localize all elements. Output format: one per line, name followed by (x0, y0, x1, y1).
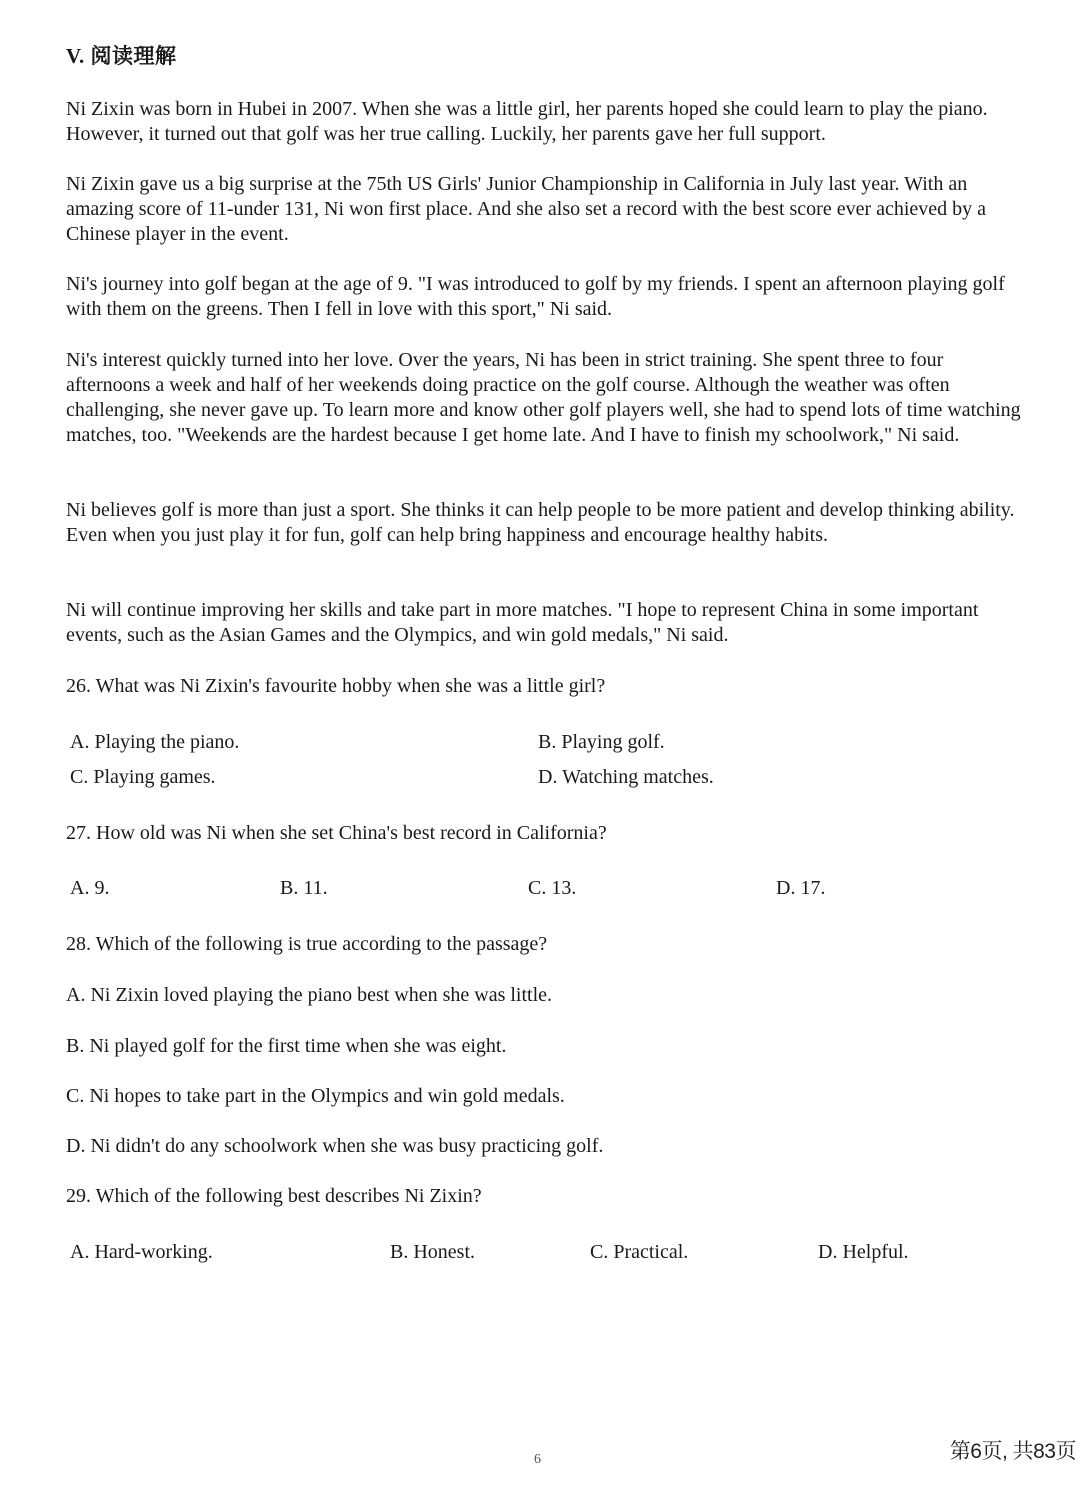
question-29-option-b: B. Honest. (390, 1241, 475, 1263)
question-26-option-c: C. Playing games. (70, 766, 216, 788)
question-27-option-c: C. 13. (528, 877, 577, 899)
question-29-stem: 29. Which of the following best describes Ni Zixin? (66, 1185, 482, 1207)
question-27-stem: 27. How old was Ni when she set China's best record in California? (66, 822, 607, 844)
passage-paragraph: Ni Zixin was born in Hubei in 2007. When she was a little girl, her parents hoped she could learn to play the piano. However, it turned out that golf was her true calling. Luckily, her parents gave her full support. (66, 98, 988, 145)
question-28-option-d: D. Ni didn't do any schoolwork when she was busy practicing golf. (66, 1135, 604, 1157)
question-27-option-b: B. 11. (280, 877, 328, 899)
question-29-option-d: D. Helpful. (818, 1241, 909, 1263)
question-28-stem: 28. Which of the following is true according to the passage? (66, 933, 548, 955)
question-28-option-a: A. Ni Zixin loved playing the piano best when she was little. (66, 984, 553, 1006)
passage-paragraph: Ni Zixin gave us a big surprise at the 75th US Girls' Junior Championship in California in July last year. With an amazing score of 11-under 131, Ni won first place. And she also set a record with the best score ever achieved by a Chinese player in the event. (66, 173, 987, 245)
question-26-option-d: D. Watching matches. (538, 766, 714, 788)
question-28-option-b: B. Ni played golf for the first time when she was eight. (66, 1035, 507, 1057)
page-indicator: 第6页, 共83页 (949, 1440, 1076, 1463)
question-29-option-c: C. Practical. (590, 1241, 689, 1263)
passage-paragraph: Ni's interest quickly turned into her love. Over the years, Ni has been in strict training. She spent three to four afternoons a week and half of her weekends doing practice on the golf course. Although the weather was often challenging, she never gave up. To learn more and know other golf players well, she had to spend lots of time watching matches, too. "Weekends are the hardest because I get home late. And I have to finish my schoolwork," Ni said. (66, 349, 1021, 446)
passage-paragraph: Ni will continue improving her skills and take part in more matches. "I hope to represent China in some important events, such as the Asian Games and the Olympics, and win gold medals," Ni said. (66, 599, 979, 646)
section-title: V. 阅读理解 (66, 44, 177, 68)
passage-paragraph: Ni believes golf is more than just a sport. She thinks it can help people to be more patient and develop thinking ability. Even when you just play it for fun, golf can help bring happiness and encourage healthy habits. (66, 499, 1015, 546)
question-26-option-b: B. Playing golf. (538, 731, 665, 753)
question-27-option-d: D. 17. (776, 877, 826, 899)
passage-paragraph: Ni's journey into golf began at the age of 9. "I was introduced to golf by my friends. I spent an afternoon playing golf with them on the greens. Then I fell in love with this sport," Ni said. (66, 273, 1005, 320)
page-number: 6 (534, 1452, 541, 1467)
question-26-stem: 26. What was Ni Zixin's favourite hobby when she was a little girl? (66, 675, 606, 697)
question-26-option-a: A. Playing the piano. (70, 731, 240, 753)
question-29-option-a: A. Hard-working. (70, 1241, 213, 1263)
question-27-option-a: A. 9. (70, 877, 110, 899)
question-28-option-c: C. Ni hopes to take part in the Olympics and win gold medals. (66, 1085, 565, 1107)
